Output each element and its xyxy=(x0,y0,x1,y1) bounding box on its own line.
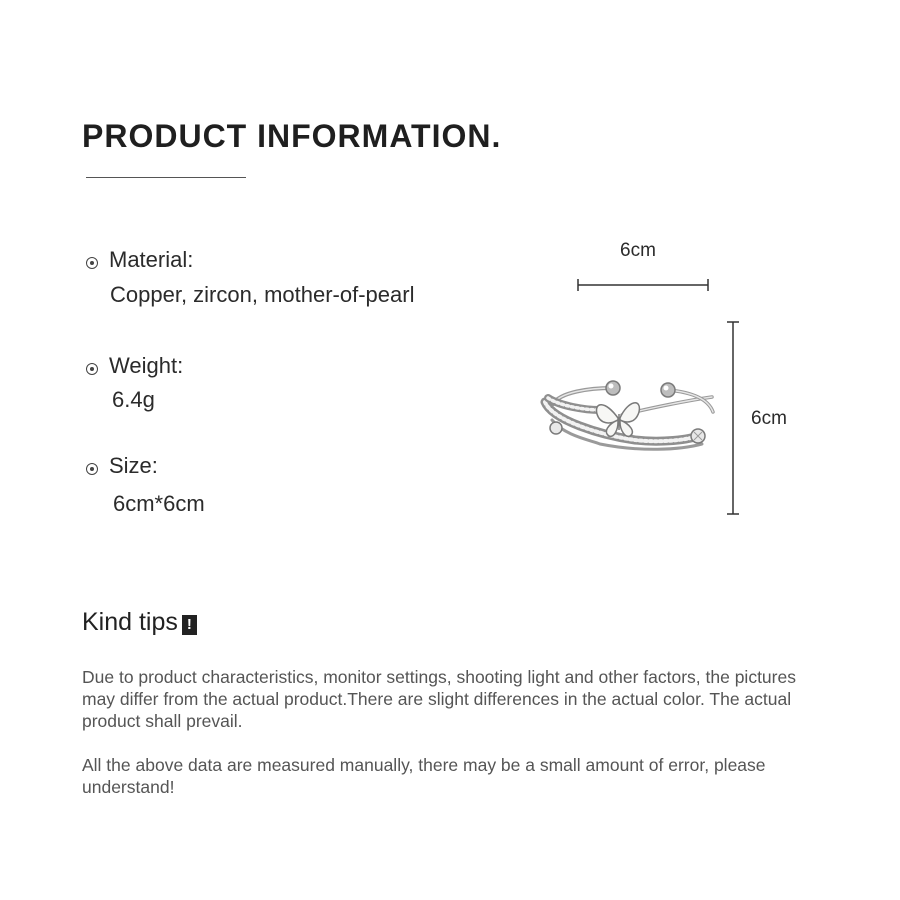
spec-label: Size: xyxy=(109,453,158,478)
tips-heading-text: Kind tips xyxy=(82,608,178,636)
tips-heading xyxy=(82,608,197,637)
ball-end-right xyxy=(661,383,675,397)
page-title: PRODUCT INFORMATION. xyxy=(82,118,502,154)
width-dimension-line xyxy=(578,279,708,291)
spec-value: 6cm*6cm xyxy=(113,491,205,516)
width-dimension-label: 6cm xyxy=(620,240,656,261)
zircon-stone-left xyxy=(550,422,562,434)
spec-value: 6.4g xyxy=(112,387,155,412)
spec-value: Copper, zircon, mother-of-pearl xyxy=(110,282,415,307)
spec-label: Material: xyxy=(109,247,194,272)
tips-paragraph: All the above data are measured manually, there may be a small amount of error, please understand! xyxy=(82,755,766,797)
spec-label: Weight: xyxy=(109,353,184,378)
height-dimension-label: 6cm xyxy=(751,408,787,429)
height-dimension-line xyxy=(727,322,739,514)
alert-icon: ! xyxy=(182,615,197,635)
tips-paragraph: Due to product characteristics, monitor settings, shooting light and other factors, the pictures may differ from the actual product.There are slight differences in the actual color. The actual product shall prevail. xyxy=(82,667,796,731)
ball-end-left xyxy=(606,381,620,395)
